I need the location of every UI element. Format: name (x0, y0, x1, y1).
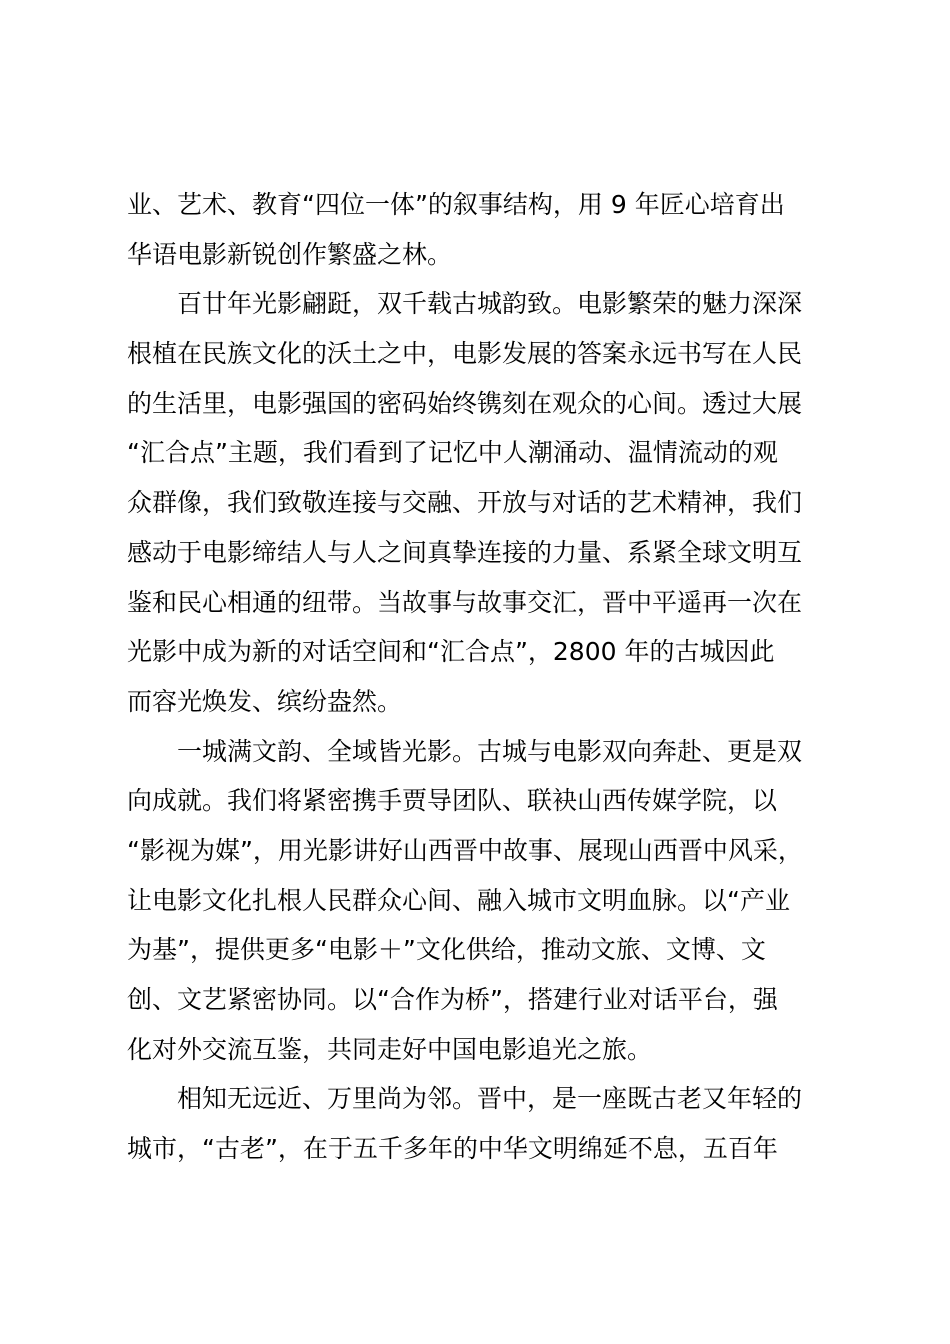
text-line: 让电影文化扎根人民群众心间、融入城市文明血脉。以“产业 (127, 885, 790, 915)
text-line: 的生活里，电影强国的密码始终镌刻在观众的心间。透过大展 (127, 388, 803, 418)
text-line: 业、艺术、教育“四位一体”的叙事结构，用 9 年匠心培育出 (127, 190, 785, 219)
text-line: 华语电影新锐创作繁盛之林。 (127, 239, 453, 269)
text-line: “汇合点”主题，我们看到了记忆中人潮涌动、温情流动的观 (127, 438, 778, 468)
text-line: 向成就。我们将紧密携手贾导团队、联袂山西传媒学院，以 (127, 786, 778, 816)
text-line: 光影中成为新的对话空间和“汇合点”，2800 年的古城因此 (127, 637, 775, 667)
text-line: 化对外交流互鉴，共同走好中国电影追光之旅。 (127, 1034, 653, 1064)
body-text (127, 180, 847, 1174)
text-line: 一城满文韵、全域皆光影。古城与电影双向奔赴、更是双 (127, 736, 803, 766)
text-line: 而容光焕发、缤纷盎然。 (127, 686, 403, 716)
text-line: 根植在民族文化的沃土之中，电影发展的答案永远书写在人民 (127, 339, 803, 369)
text-line: 为基”，提供更多“电影＋”文化供给，推动文旅、文博、文 (127, 935, 766, 965)
text-line: 创、文艺紧密协同。以“合作为桥”，搭建行业对话平台，强 (127, 985, 778, 1014)
text-line: 众群像，我们致敬连接与交融、开放与对话的艺术精神，我们 (127, 488, 803, 518)
text-line: 相知无远近、万里尚为邻。晋中，是一座既古老又年轻的 (127, 1084, 803, 1114)
text-line: 城市，“古老”，在于五千多年的中华文明绵延不息，五百年 (127, 1134, 778, 1164)
text-line: “影视为媒”，用光影讲好山西晋中故事、展现山西晋中风采， (127, 835, 803, 865)
text-line: 感动于电影缔结人与人之间真挚连接的力量、系紧全球文明互 (127, 537, 803, 567)
text-line: 鉴和民心相通的纽带。当故事与故事交汇，晋中平遥再一次在 (127, 587, 803, 617)
text-line: 百廿年光影翩跹，双千载古城韵致。电影繁荣的魅力深深 (127, 289, 803, 319)
